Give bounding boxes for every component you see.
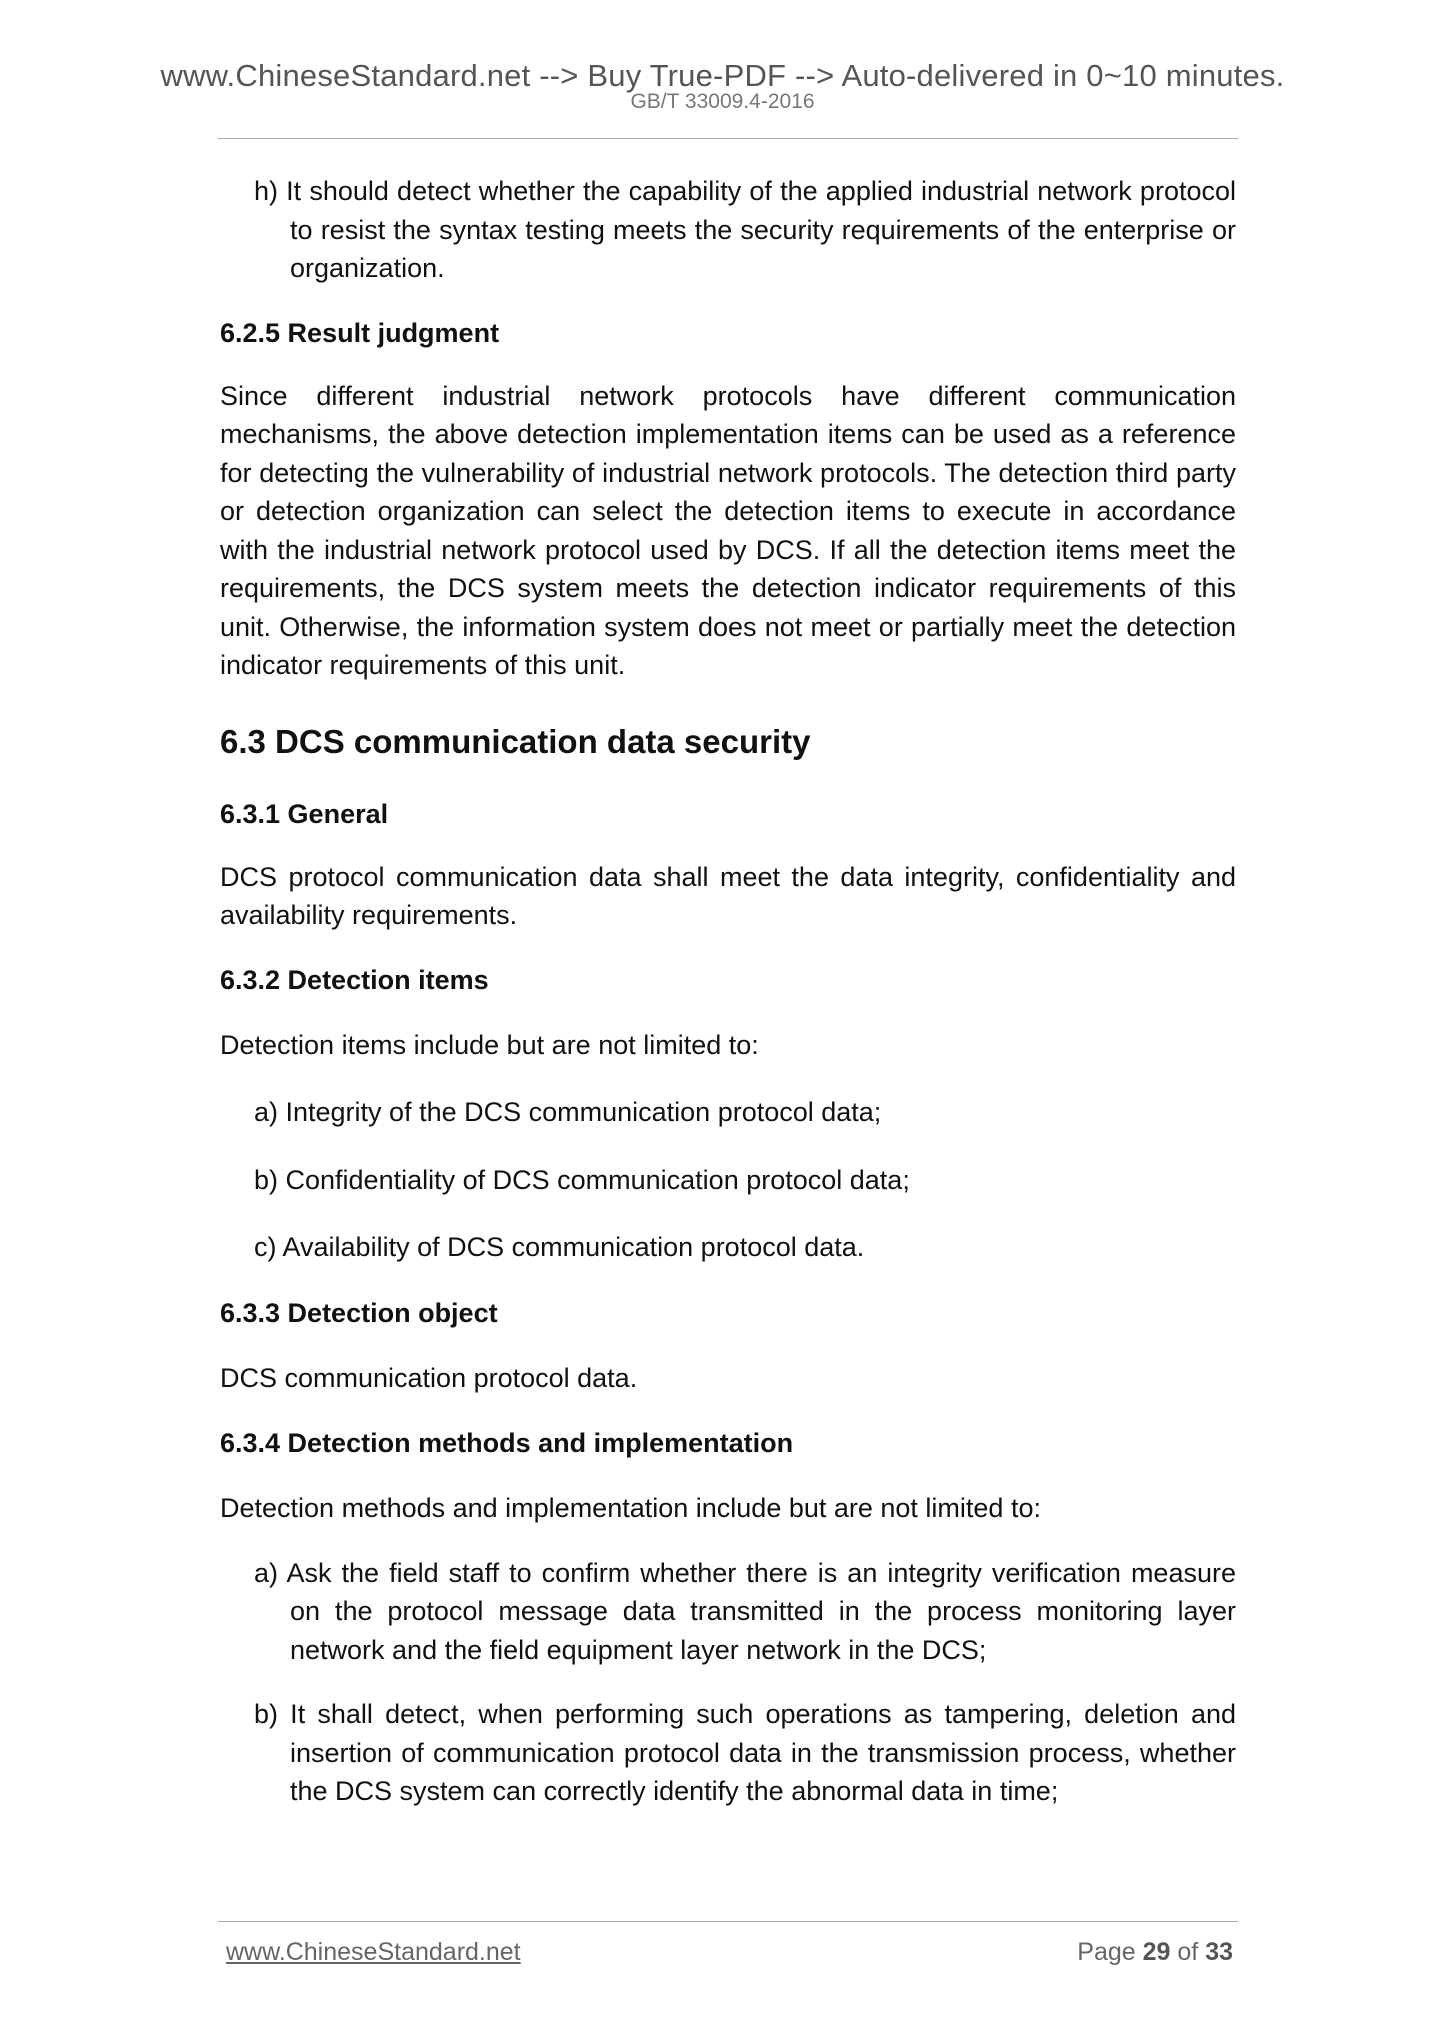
list-item: b) It shall detect, when performing such operations as tampering, deletion and insertion of communication protocol data in the transmission process, whether the DCS system can correctly identify the abnormal data in time;: [254, 1699, 1236, 1806]
section-heading-6-3: 6.3 DCS communication data security: [220, 722, 811, 760]
paragraph-detection-items: Detection items include but are not limited to:: [220, 1029, 759, 1060]
list-item-h: h) It should detect whether the capability of the applied industrial network protocol to resist the syntax testing meets the security requirements of the enterprise or organization.: [254, 176, 1236, 283]
header-divider: [218, 138, 1238, 139]
page-number: [1077, 1938, 1233, 1967]
footer-site-link[interactable]: www.ChineseStandard.net: [226, 1938, 521, 1966]
section-heading-6-3-2: 6.3.2 Detection items: [220, 964, 489, 995]
page-total: 33: [1205, 1938, 1233, 1966]
paragraph-general: DCS protocol communication data shall meet the data integrity, confidentiality and availability requirements.: [220, 861, 1236, 930]
section-heading-6-3-1: 6.3.1 General: [220, 798, 389, 829]
page-label: Page: [1077, 1938, 1136, 1966]
list-item: b) Confidentiality of DCS communication protocol data;: [254, 1164, 910, 1195]
paragraph-detection-methods: Detection methods and implementation include but are not limited to:: [220, 1493, 1041, 1523]
section-heading-6-3-4: 6.3.4 Detection methods and implementation: [220, 1428, 794, 1458]
list-item: a) Ask the field staff to confirm whether there is an integrity verification measure on the protocol message data transmitted in the process monitoring layer network and the field equipment layer network in the DCS;: [254, 1557, 1236, 1665]
paragraph-detection-object: DCS communication protocol data.: [220, 1362, 638, 1393]
top-banner: www.ChineseStandard.net --> Buy True-PDF --> Auto-delivered in 0~10 minutes.: [160, 58, 1285, 93]
list-item: c) Availability of DCS communication protocol data.: [254, 1232, 865, 1262]
page-current: 29: [1142, 1938, 1171, 1966]
section-heading-6-2-5: 6.2.5 Result judgment: [220, 317, 500, 348]
section-heading-6-3-3: 6.3.3 Detection object: [220, 1297, 498, 1328]
page-content: [220, 172, 1236, 1811]
document-id: GB/T 33009.4-2016: [630, 90, 815, 113]
footer-divider: [218, 1921, 1238, 1922]
paragraph-result-judgment: Since different industrial network protocols have different communication mechanisms, the above detection implementation items can be used as a reference for detecting the vulnerability of industrial network protocols. The detection third party or detection organization can select the detection items to execute in accordance with the industrial network protocol used by DCS. If all the detection items meet the requirements, the DCS system meets the detection indicator requirements of this unit. Otherwise, the information system does not meet or partially meet the detection indicator requirements of this unit.: [220, 380, 1236, 680]
list-item: a) Integrity of the DCS communication protocol data;: [254, 1097, 882, 1127]
page-of: of: [1177, 1938, 1199, 1966]
